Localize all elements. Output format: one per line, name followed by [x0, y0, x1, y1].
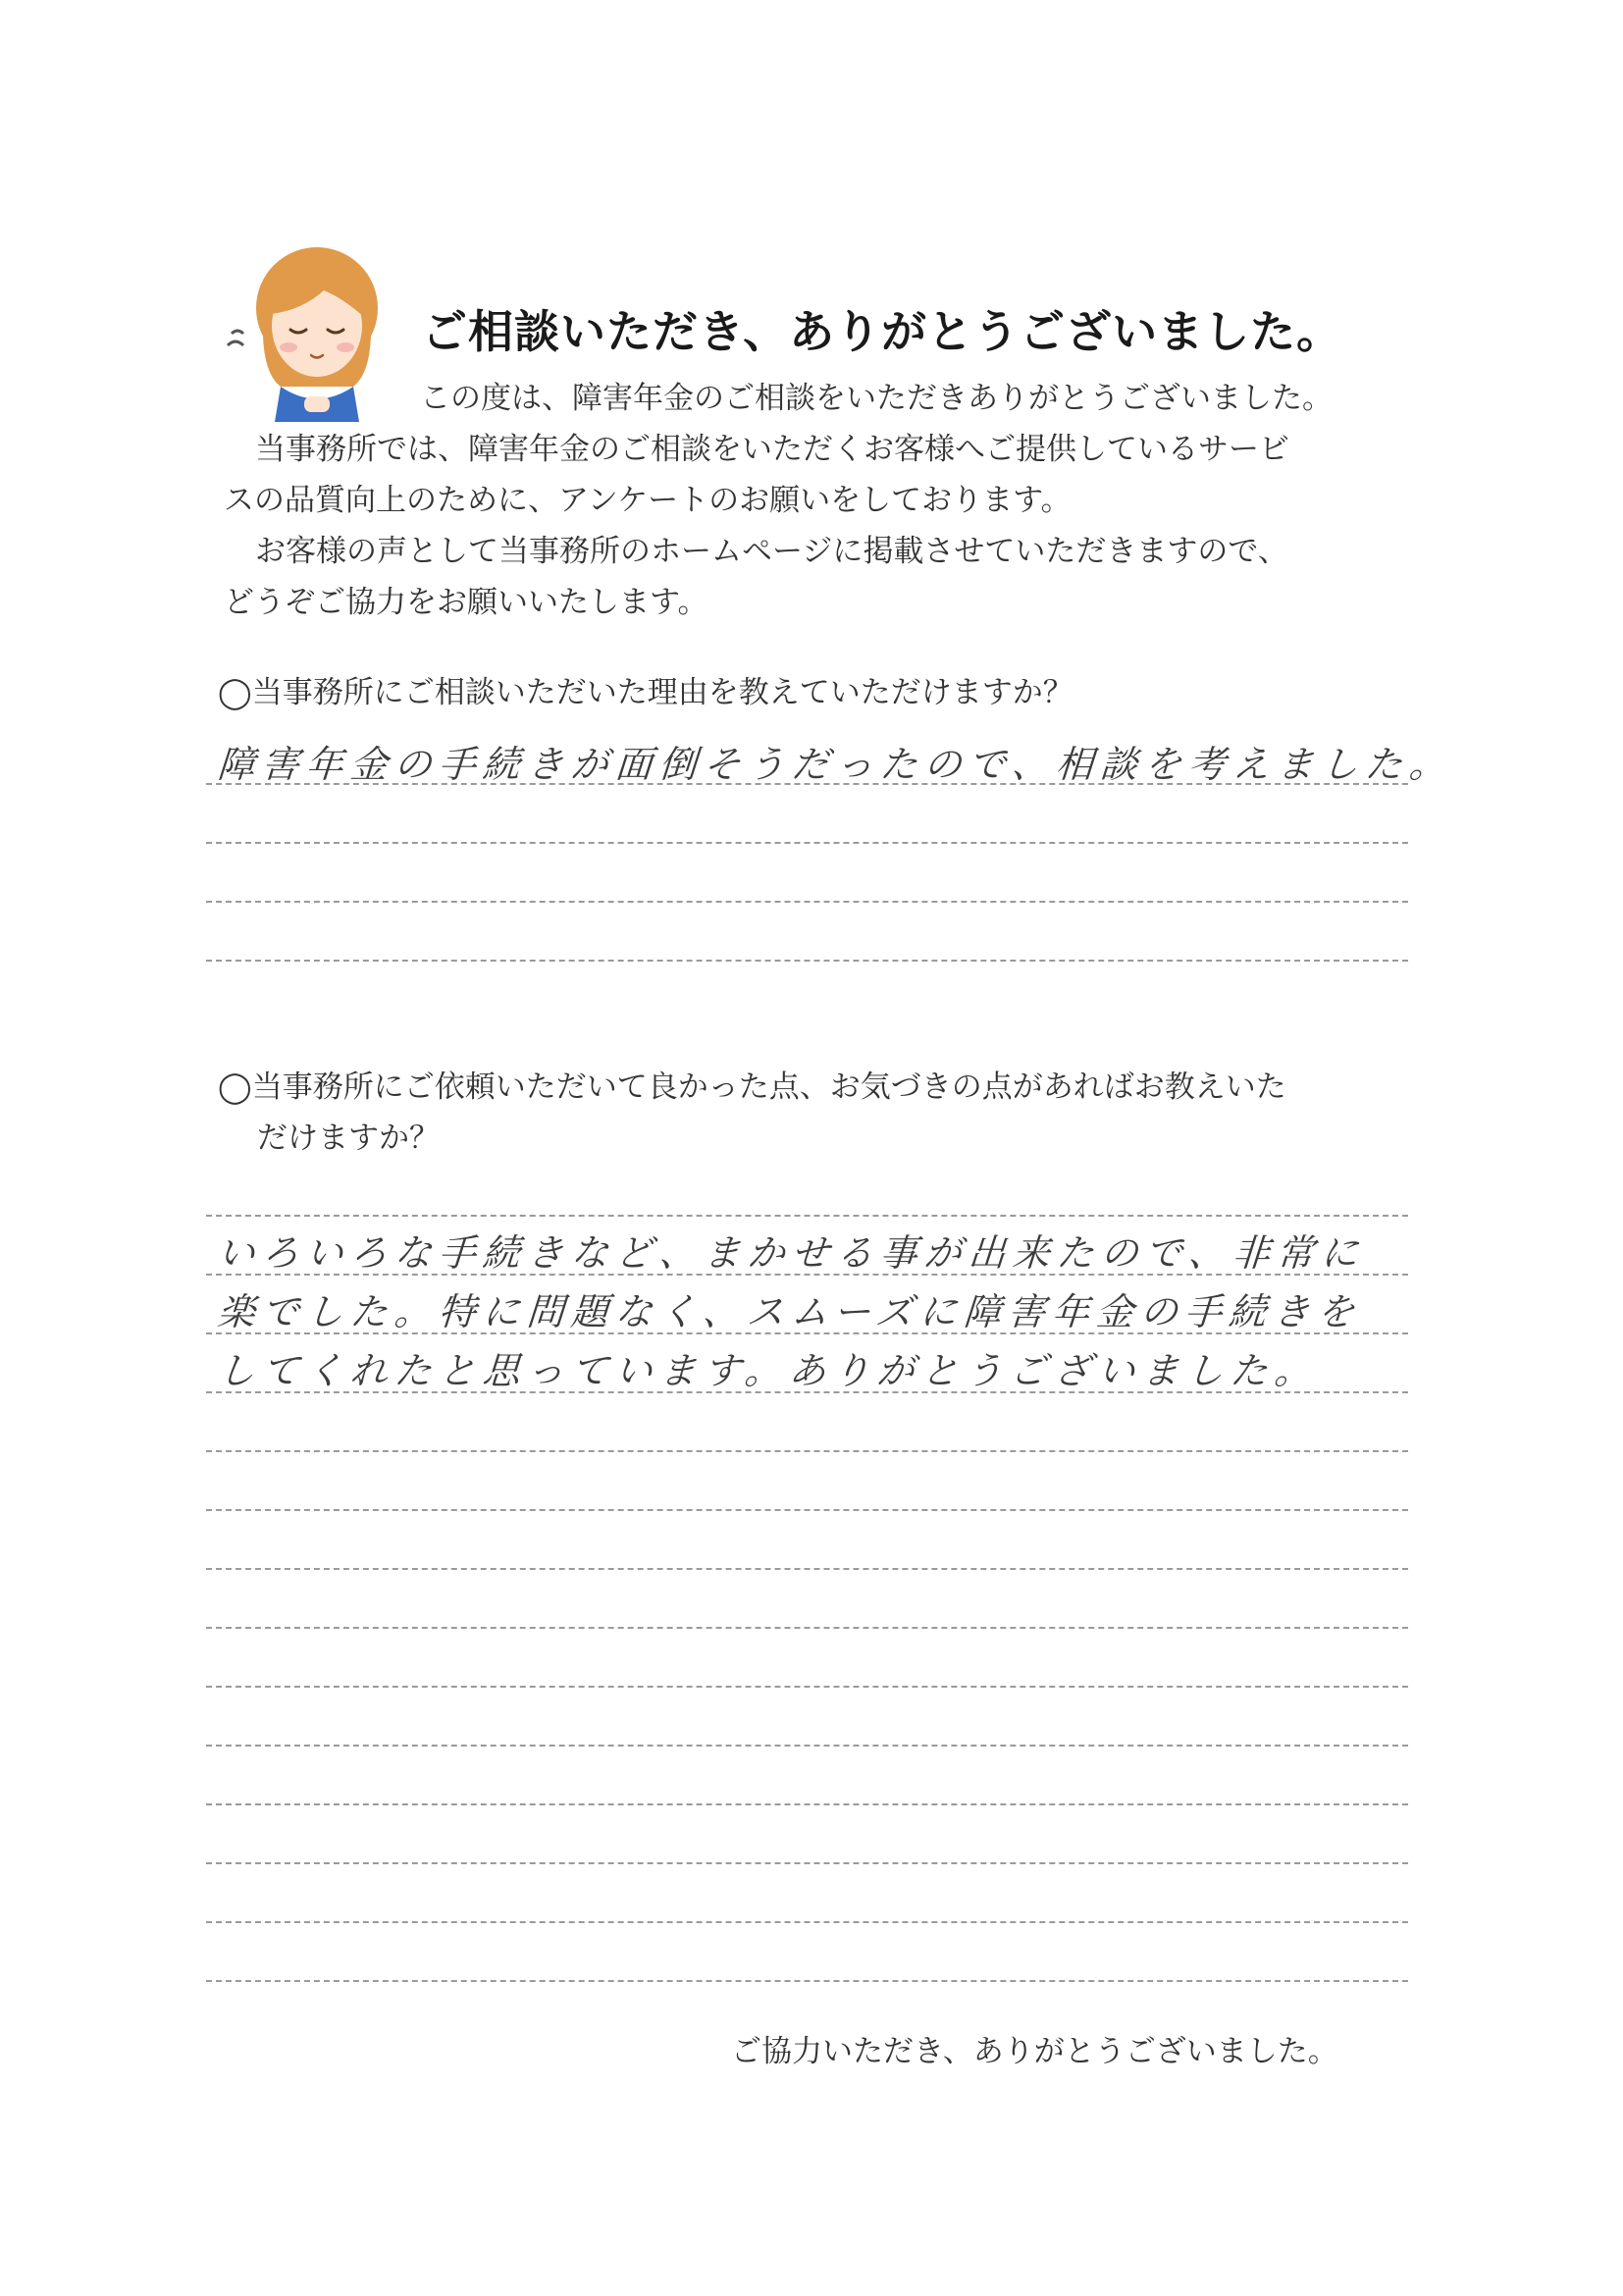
answer-2-line: してくれたと思っています。ありがとうございました。 — [216, 1349, 1321, 1392]
ruled-line — [206, 1803, 1408, 1805]
closing-message: ご協力いただき、ありがとうございました。 — [731, 2034, 1338, 2069]
ruled-line — [206, 1980, 1408, 1982]
ruled-line — [206, 1450, 1408, 1452]
ruled-line — [206, 1332, 1408, 1334]
ruled-line — [206, 1745, 1408, 1747]
question-2-prompt: ◯当事務所にご依頼いただいて良かった点、お気づきの点があればお教えいた — [218, 1070, 1286, 1105]
answer-2-line: いろいろな手続きなど、まかせる事が出来たので、非常に — [216, 1231, 1367, 1275]
question-2 — [218, 1062, 1395, 1164]
answer-2-line: 楽でした。特に問題なく、スムーズに障害年金の手続きを — [216, 1290, 1363, 1333]
intro-text — [224, 373, 1401, 628]
ruled-line — [206, 1274, 1408, 1276]
ruled-line — [206, 960, 1408, 962]
intro-line: 当事務所では、障害年金のご相談をいただくお客様へご提供しているサービ — [255, 432, 1289, 467]
ruled-line — [206, 1686, 1408, 1688]
intro-line: スの品質向上のために、アンケートのお願いをしております。 — [224, 483, 1072, 518]
page-title: ご相談いただき、ありがとうございました。 — [422, 305, 1343, 358]
intro-line: この度は、障害年金のご相談をいただきありがとうございました。 — [420, 381, 1333, 416]
ruled-line — [206, 901, 1408, 903]
ruled-line — [206, 1862, 1408, 1864]
answer-1-line: 障害年金の手続きが面倒そうだったので、相談を考えました。 — [216, 743, 1455, 786]
ruled-line — [206, 1627, 1408, 1629]
answer-2-area — [206, 1187, 1408, 1992]
question-1 — [218, 667, 1395, 718]
question-2-prompt: だけますか？ — [257, 1121, 440, 1156]
ruled-line — [206, 1568, 1408, 1570]
intro-line: お客様の声として当事務所のホームページに掲載させていただきますので、 — [255, 534, 1288, 569]
question-1-prompt: ◯当事務所にご相談いただいた理由を教えていただけますか？ — [218, 675, 1073, 710]
ruled-line — [206, 842, 1408, 844]
intro-line: どうぞご協力をお願いいたします。 — [224, 585, 708, 620]
ruled-line — [206, 783, 1408, 785]
answer-1-area — [206, 726, 1455, 962]
ruled-line — [206, 1391, 1408, 1393]
ruled-line — [206, 1509, 1408, 1511]
ruled-line — [206, 1921, 1408, 1923]
ruled-line — [206, 1215, 1408, 1217]
